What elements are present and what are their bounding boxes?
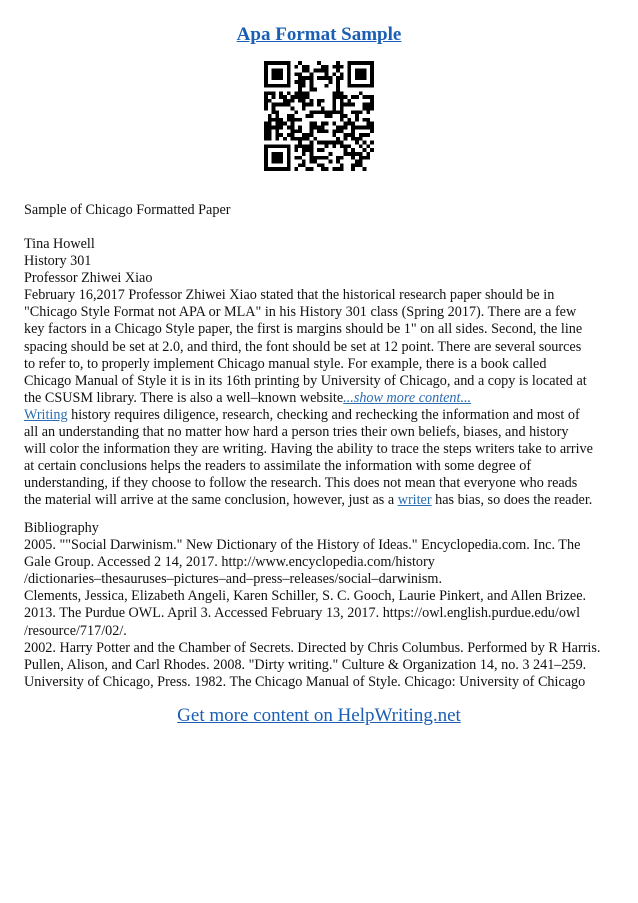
page-title[interactable]: Apa Format Sample bbox=[236, 24, 402, 45]
bibliography-heading: Bibliography bbox=[24, 520, 99, 536]
body-line: at certain conclusions helps the readers to assimilate the information with some degree of bbox=[24, 458, 532, 475]
body-line: all an understanding that no matter how hard a person tries their own beliefs, biases, and history bbox=[24, 424, 569, 441]
writing-link[interactable]: Writing bbox=[24, 406, 68, 423]
qr-code-icon bbox=[264, 61, 374, 171]
body-line: understanding, if they choose to follow the research. This does not mean that everyone who reads bbox=[24, 475, 578, 492]
body-line: "Chicago Style Format not APA or MLA" in his History 301 class (Spring 2017). There are a few bbox=[24, 304, 577, 321]
document-heading: Sample of Chicago Formatted Paper bbox=[24, 202, 231, 218]
bibliography-line: University of Chicago, Press. 1982. The Chicago Manual of Style. Chicago: University of Chicago bbox=[24, 673, 586, 690]
bibliography-line: /resource/717/02/. bbox=[24, 622, 127, 639]
author-line: Tina Howell bbox=[24, 236, 95, 252]
bibliography-line: 2013. The Purdue OWL. April 3. Accessed February 13, 2017. https://owl.english.purdue.edu/owl bbox=[24, 605, 581, 622]
helpwriting-link[interactable]: Get more content on HelpWriting.net bbox=[177, 705, 461, 726]
bibliography-entries bbox=[24, 537, 616, 691]
bibliography-line: /dictionaries–thesauruses–pictures–and–press–releases/social–darwinism. bbox=[24, 571, 443, 588]
bibliography bbox=[24, 520, 616, 691]
body-line: will color the information they are writing. Having the ability to trace the steps writers take to arrive bbox=[24, 441, 593, 458]
body-line: to refer to, to properly implement Chicago manual style. For example, there is a book called bbox=[24, 355, 547, 372]
website-line: the CSUSM library. There is also a well–known website...show more content... bbox=[24, 389, 472, 406]
bibliography-line: Gale Group. Accessed 2 14, 2017. http://www.encyclopedia.com/history bbox=[24, 554, 435, 571]
body-line: Chicago Manual of Style it is in its 16th printing by University of Chicago, and a copy is located at bbox=[24, 372, 587, 389]
body-paragraph-2 bbox=[24, 424, 616, 492]
writing-line: Writing history requires diligence, research, checking and rechecking the information and most of bbox=[24, 406, 580, 423]
body-line: key factors in a Chicago Style paper, the first is margins should be 1" on all sides. Second, the line bbox=[24, 321, 583, 338]
writer-line: the material will arrive at the same conclusion, however, just as a writer has bias, so does the reader. bbox=[24, 492, 593, 509]
bibliography-line: Pullen, Alison, and Carl Rhodes. 2008. "Dirty writing." Culture & Organization 14, no. 3 241–259. bbox=[24, 656, 587, 673]
course-line: History 301 bbox=[24, 253, 92, 270]
show-more-link[interactable]: ...show more content... bbox=[343, 389, 472, 406]
professor-line: Professor Zhiwei Xiao bbox=[24, 270, 153, 287]
bibliography-line: 2002. Harry Potter and the Chamber of Secrets. Directed by Chris Columbus. Performed by R Harris. bbox=[24, 639, 601, 656]
writer-link[interactable]: writer bbox=[397, 492, 432, 509]
bibliography-line: 2005. ""Social Darwinism." New Dictionary of the History of Ideas." Encyclopedia.com. Inc. The bbox=[24, 537, 581, 554]
body-line: spacing should be set at 2.0, and third, the font should be set at 12 point. There are several sources bbox=[24, 338, 582, 355]
bibliography-line: Clements, Jessica, Elizabeth Angeli, Karen Schiller, S. C. Gooch, Laurie Pinkert, and Allen Brizee. bbox=[24, 588, 587, 605]
body-line: February 16,2017 Professor Zhiwei Xiao stated that the historical research paper should be in bbox=[24, 287, 555, 304]
document-body bbox=[24, 236, 616, 510]
body-paragraph-1 bbox=[24, 287, 616, 390]
